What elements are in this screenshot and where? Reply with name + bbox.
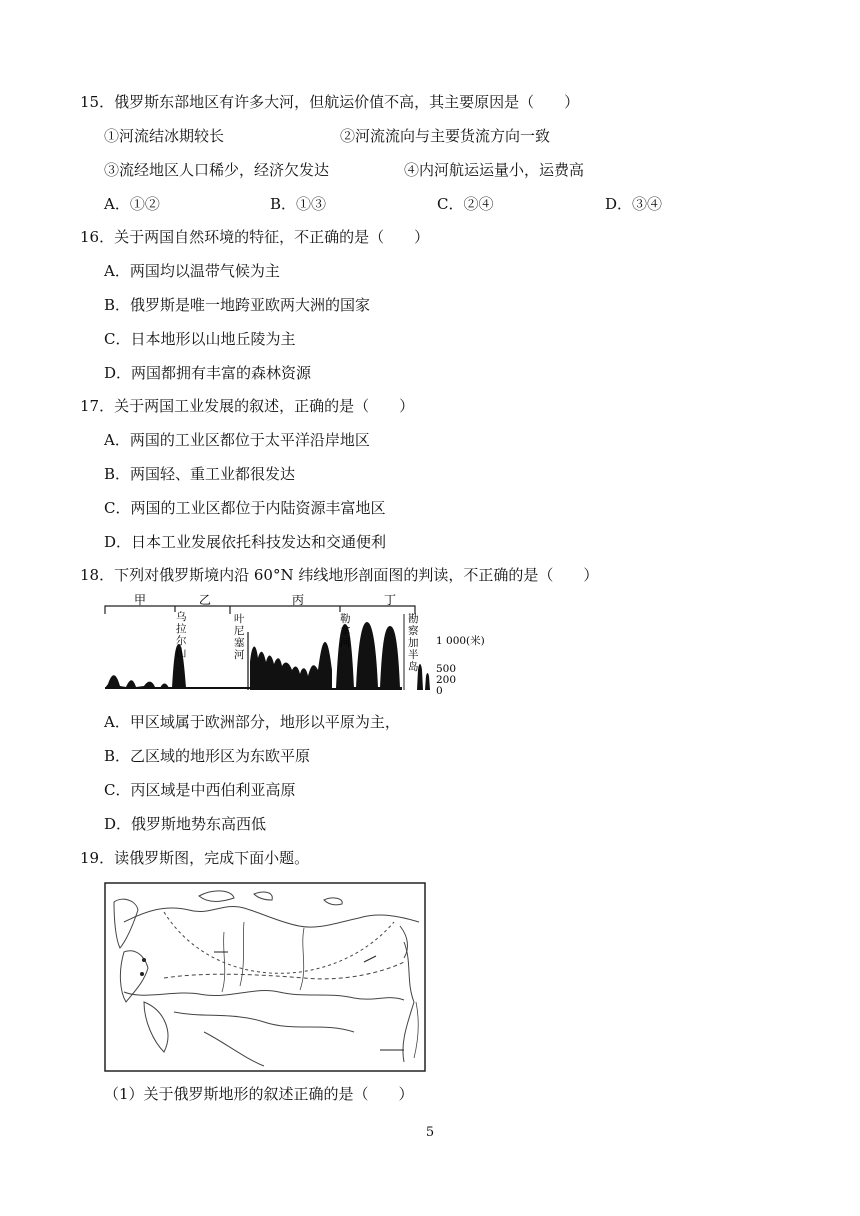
q18-option-d: D．俄罗斯地势东高西低	[104, 815, 267, 833]
q15-option-a: A．①②	[104, 195, 160, 213]
q19-sub1: （1）关于俄罗斯地形的叙述正确的是（ ）	[104, 1085, 414, 1103]
region-jia: 甲	[133, 593, 147, 607]
q18-stem: 18．下列对俄罗斯境内沿 60°N 纬线地形剖面图的判读，不正确的是（ ）	[80, 566, 599, 584]
label-ural: 乌 拉尔山	[176, 611, 187, 659]
q15-option-d: D．③④	[605, 195, 663, 213]
q17-option-a: A．两国的工业区都位于太平洋沿岸地区	[104, 431, 370, 449]
region-bing: 丙	[291, 593, 305, 607]
q16-stem: 16．关于两国自然环境的特征，不正确的是（ ）	[80, 228, 430, 246]
q17-option-c: C．两国的工业区都位于内陆资源丰富地区	[104, 499, 386, 517]
region-ding: 丁	[383, 593, 397, 607]
scale-200: 200	[436, 674, 457, 686]
q15-choice-3: ③流经地区人口稀少，经济欠发达	[104, 161, 330, 179]
q16-option-d: D．两国都拥有丰富的森林资源	[104, 364, 312, 382]
q15-choice-4: ④内河航运运量小，运费高	[404, 161, 585, 179]
q18-option-c: C．丙区域是中西伯利亚高原	[104, 781, 296, 799]
q15-stem: 15．俄罗斯东部地区有许多大河，但航运价值不高，其主要原因是（ ）	[80, 93, 580, 111]
q15-choice-2: ②河流流向与主要货流方向一致	[340, 127, 551, 145]
label-kamchatka: 勘 察加半岛	[408, 613, 419, 673]
label-yenisei: 叶 尼塞河	[234, 613, 245, 661]
q17-option-d: D．日本工业发展依托科技发达和交通便利	[104, 533, 387, 551]
page-number: 5	[425, 1125, 435, 1140]
q18-option-a: A．甲区域属于欧洲部分，地形以平原为主，	[104, 713, 400, 731]
q17-stem: 17．关于两国工业发展的叙述，正确的是（ ）	[80, 397, 415, 415]
q19-stem: 19．读俄罗斯图，完成下面小题。	[80, 849, 310, 867]
terrain-profile-figure	[100, 592, 490, 698]
q15-option-c: C．②④	[437, 195, 494, 213]
region-yi: 乙	[198, 593, 212, 607]
scale-500: 500	[436, 663, 457, 675]
label-lena: 勒 拿河	[340, 613, 351, 649]
scale-1000: 1 000(米)	[436, 635, 485, 647]
russia-map-figure	[104, 882, 426, 1072]
q17-option-b: B．两国轻、重工业都很发达	[104, 465, 296, 483]
q15-option-b: B．①③	[270, 195, 327, 213]
q16-option-c: C．日本地形以山地丘陵为主	[104, 330, 296, 348]
q15-choice-1: ①河流结冰期较长	[104, 127, 225, 145]
q16-option-b: B．俄罗斯是唯一地跨亚欧两大洲的国家	[104, 296, 371, 314]
q16-option-a: A．两国均以温带气候为主	[104, 262, 280, 280]
q18-option-b: B．乙区域的地形区为东欧平原	[104, 747, 311, 765]
scale-0: 0	[436, 685, 443, 697]
